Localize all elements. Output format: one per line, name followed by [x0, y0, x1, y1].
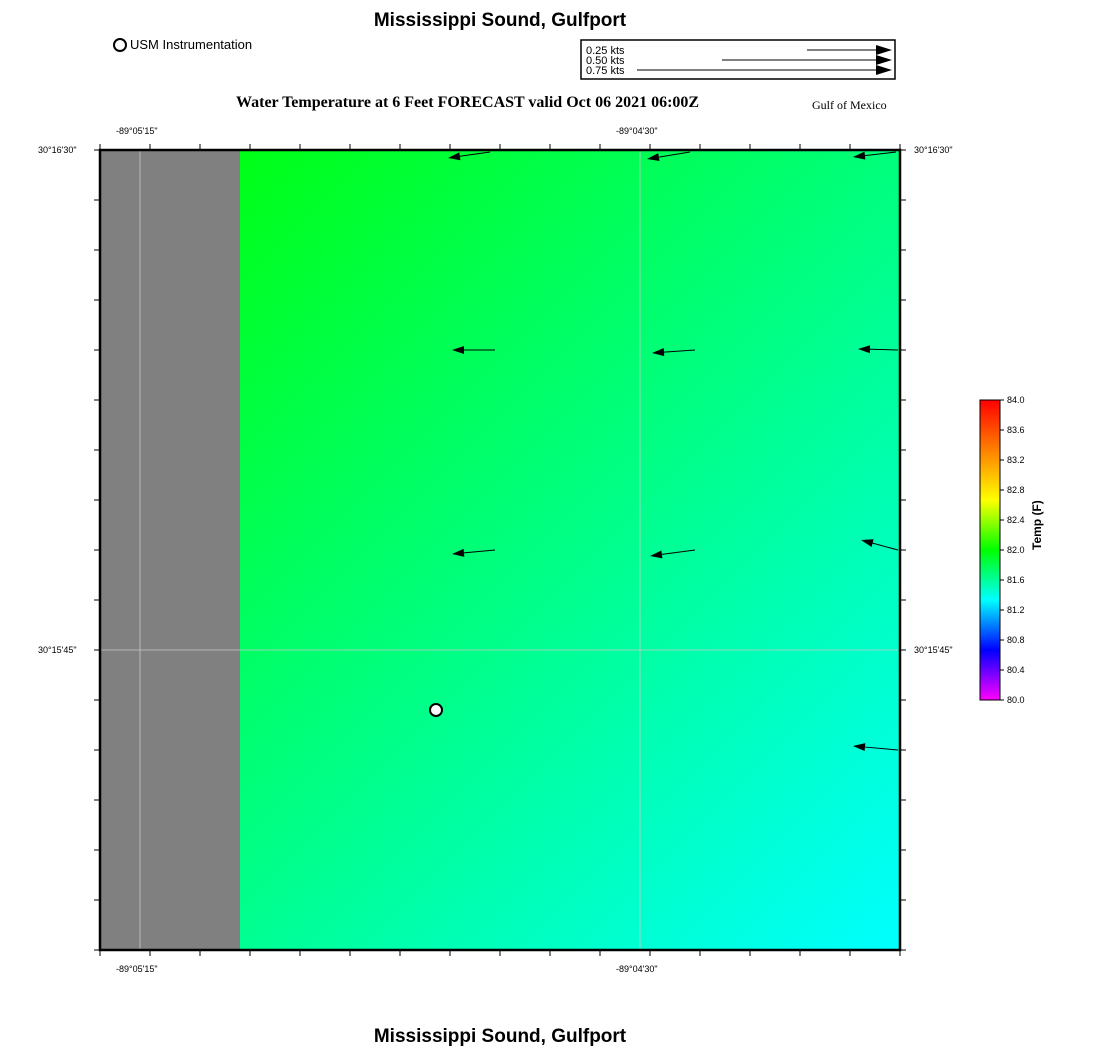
- colorbar-tick-label: 84.0: [1007, 395, 1025, 405]
- colorbar-tick-label: 80.4: [1007, 665, 1025, 675]
- map-title-bottom: Mississippi Sound, Gulfport: [373, 1026, 627, 1047]
- top-lon-label-1: -89°05'15": [116, 126, 158, 136]
- bottom-lon-label-2: -89°04'30": [616, 964, 658, 974]
- usm-station-marker[interactable]: [430, 704, 442, 716]
- station-legend-label: USM Instrumentation: [130, 37, 253, 52]
- region-label: Gulf of Mexico: [812, 98, 887, 112]
- speed-legend-label: 0.50 kts: [586, 55, 625, 67]
- colorbar-label: Temp (F): [1030, 500, 1044, 550]
- colorbar-tick-label: 82.4: [1007, 515, 1025, 525]
- right-lat-label-2: 30°15'45": [914, 645, 953, 655]
- right-lat-label-1: 30°16'30": [914, 145, 953, 155]
- map-title-top: Mississippi Sound, Gulfport: [373, 10, 627, 31]
- speed-legend-label: 0.25 kts: [586, 45, 625, 57]
- land-area: [100, 150, 240, 950]
- bottom-lon-label-1: -89°05'15": [116, 964, 158, 974]
- colorbar: [975, 395, 1035, 707]
- colorbar-tick-label: 80.8: [1007, 635, 1025, 645]
- top-lon-label-2: -89°04'30": [616, 126, 658, 136]
- station-legend: [113, 37, 252, 52]
- colorbar-tick-label: 83.2: [1007, 455, 1025, 465]
- colorbar-tick-label: 82.0: [1007, 545, 1025, 555]
- station-marker-icon: [113, 38, 127, 52]
- map-subtitle: Water Temperature at 6 Feet FORECAST valid Oct 06 2021 06:00Z: [236, 94, 700, 111]
- colorbar-tick-label: 82.8: [1007, 485, 1025, 495]
- colorbar-tick-label: 81.2: [1007, 605, 1025, 615]
- map-panel: [90, 140, 910, 960]
- colorbar-tick-label: 83.6: [1007, 425, 1025, 435]
- colorbar-scale: [980, 400, 1000, 700]
- speed-legend-label: 0.75 kts: [586, 65, 625, 77]
- colorbar-tick-label: 80.0: [1007, 695, 1025, 705]
- left-lat-label-2: 30°15'45": [38, 645, 77, 655]
- colorbar-tick-label: 81.6: [1007, 575, 1025, 585]
- left-lat-label-1: 30°16'30": [38, 145, 77, 155]
- speed-legend: [580, 39, 898, 81]
